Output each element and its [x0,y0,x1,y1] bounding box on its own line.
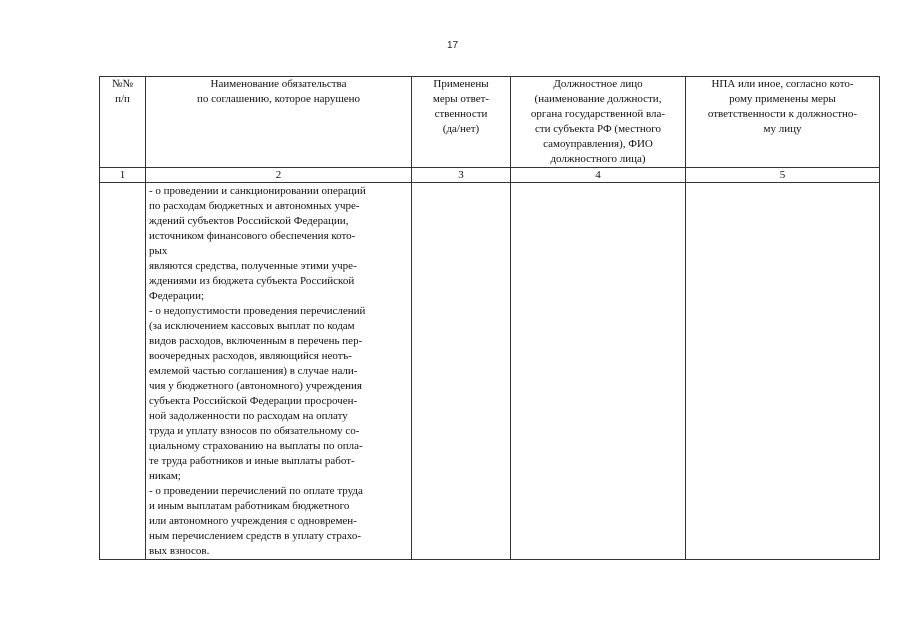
column-number: 2 [146,168,412,183]
body-line: или автономного учреждения с одновремен- [149,515,357,527]
header-line: по соглашению, которое нарушено [196,93,361,105]
header-line: должностного лица) [550,153,646,165]
header-col-2 [146,77,412,168]
body-line: (за исключением кассовых выплат по кодам [149,320,355,332]
header-line: Наименование обязательства [210,78,347,90]
body-line: видов расходов, включенным в перечень пер- [149,335,363,347]
header-row [100,77,880,168]
body-line: и иным выплатам работникам бюджетного [149,500,350,512]
column-number: 1 [100,168,146,183]
row-number-cell [100,183,146,560]
header-line: НПА или иное, согласно кото- [711,78,854,90]
body-line: никам; [149,470,181,482]
column-number-row [100,168,880,183]
body-line: субъекта Российской Федерации просрочен- [149,395,358,407]
header-line: (да/нет) [442,123,480,135]
column-number: 4 [511,168,686,183]
body-line: вых взносов. [149,545,210,557]
header-line: меры ответ- [432,93,490,105]
body-line: емлемой частью соглашения) в случае нали- [149,365,358,377]
official-cell [511,183,686,560]
header-line: ответственности к должностно- [707,108,858,120]
header-line: п/п [115,93,130,105]
body-line: ным перечислением средств в уплату страхо- [149,530,362,542]
header-line: Должностное лицо [553,78,643,90]
column-number: 3 [412,168,511,183]
header-line: самоуправления), ФИО [543,138,653,150]
body-line: ной задолженности по расходам на оплату [149,410,348,422]
obligation-text-cell [146,183,412,560]
header-line: (наименование должности, [534,93,662,105]
page-number: 17 [446,40,459,51]
body-line: труда и уплату взносов по обязательному со- [149,425,360,437]
body-line: чия у бюджетного (автономного) учреждения [149,380,362,392]
body-line: те труда работников и иные выплаты работ- [149,455,355,467]
header-col-5 [686,77,880,168]
body-line: источником финансового обеспечения кото- [149,230,356,242]
header-col-4 [511,77,686,168]
table-row [100,183,880,560]
body-line: - о недопустимости проведения перечислений [149,305,366,317]
body-line: ждений субъектов Российской Федерации, [149,215,349,227]
body-line: - о проведении и санкционировании операций [149,185,366,197]
header-line: Применены [433,78,489,90]
body-line: по расходам бюджетных и автономных учре- [149,200,360,212]
obligations-table [99,76,880,560]
body-line: - о проведении перечислений по оплате труда [149,485,363,497]
measures-applied-cell [412,183,511,560]
header-line: органа государственной вла- [530,108,666,120]
header-line: №№ [112,78,133,90]
header-col-3 [412,77,511,168]
body-line: Федерации; [149,290,205,302]
body-line: рых [149,245,168,257]
body-line: ждениями из бюджета субъекта Российской [149,275,355,287]
header-col-1 [100,77,146,168]
body-line: воочередных расходов, являющийся неотъ- [149,350,352,362]
body-line: являются средства, полученные этими учре- [149,260,357,272]
header-line: сти субъекта РФ (местного [534,123,662,135]
legal-act-cell [686,183,880,560]
column-number: 5 [686,168,880,183]
header-line: ственности [434,108,488,120]
body-line: циальному страхованию на выплаты по опла- [149,440,363,452]
header-line: му лицу [763,123,802,135]
header-line: рому применены меры [729,93,836,105]
